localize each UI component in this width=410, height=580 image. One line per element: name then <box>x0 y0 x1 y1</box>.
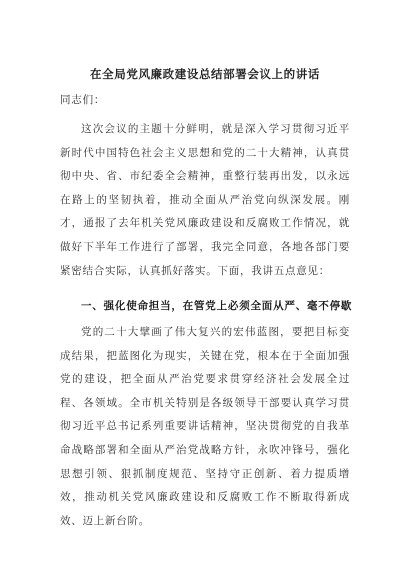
document-title: 在全局党风廉政建设总结部署会议上的讲话 <box>90 67 320 81</box>
section-heading-1: 一、强化使命担当，在管党上必须全面从严、毫不停歇 <box>81 300 353 312</box>
paragraph-intro: 这次会议的主题十分鲜明，就是深入学习贯彻习近平新时代中国特色社会主义思想和党的二十大精神，认真贯彻中央、省、市纪委全会精神，重整行装再出发，以永远在路上的坚韧执着，推动全面从严治党向纵深发展。刚才，通报了去年机关党风廉政建设和反腐败工作情况，就做好下半年工作进行了部署，我完全同意，各地各部门要紧密结合实际，认真抓好落实。下面，我讲五点意见： <box>60 123 350 277</box>
paragraph-section-1: 党的二十大擘画了伟大复兴的宏伟蓝图，要把目标变成结果，把蓝图化为现实，关键在党，根本在于全面加强党的建设，把全面从严治党要求贯穿经济社会发展全过程、各领域。全市机关特别是各级领导干部要认真学习贯彻习近平总书记系列重要讲话精神，坚决贯彻党的自我革命战略部署和全面从严治党战略方针，永吹冲锋号，强化思想引领、狠抓制度规范、坚持守正创新、着力提质增效，推动机关党风廉政建设和反腐败工作不断取得新成效、迈上新台阶。 <box>60 326 350 527</box>
salutation: 同志们： <box>60 94 106 106</box>
